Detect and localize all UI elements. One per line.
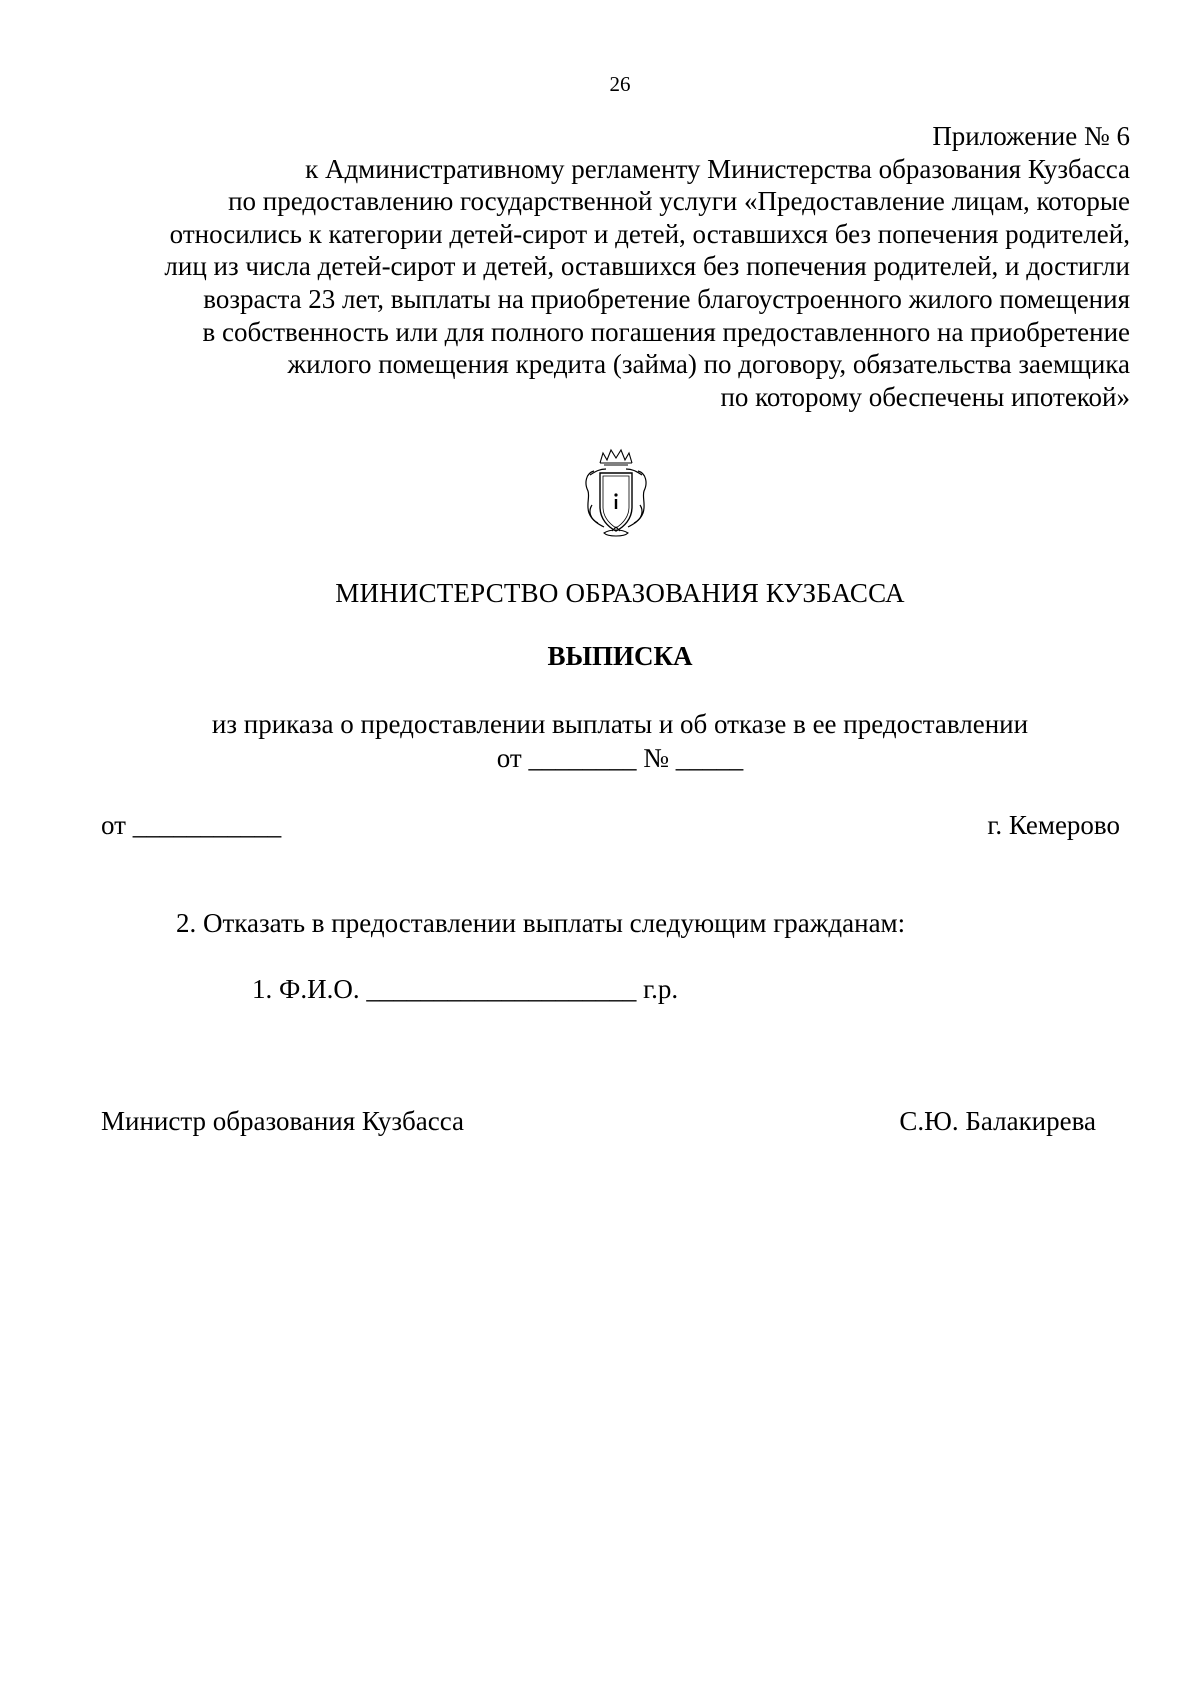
signer-name: С.Ю. Балакирева xyxy=(899,1106,1096,1136)
document-city: г. Кемерово xyxy=(987,810,1120,840)
appendix-block xyxy=(80,120,1130,413)
appendix-line: в собственность или для полного погашения предоставленного на приобретение xyxy=(202,316,1130,347)
order-date-number: от ________ № _____ xyxy=(496,743,744,773)
signer-position: Министр образования Кузбасса xyxy=(101,1106,465,1136)
document-date: от ___________ xyxy=(101,810,282,840)
appendix-line: Приложение № 6 xyxy=(932,121,1130,151)
appendix-line: по которому обеспечены ипотекой» xyxy=(720,381,1130,412)
page-number: 26 xyxy=(609,72,631,96)
appendix-line: возраста 23 лет, выплаты на приобретение благоустроенного жилого помещения xyxy=(203,283,1130,314)
coat-of-arms-icon xyxy=(578,445,654,545)
document-subtitle: из приказа о предоставлении выплаты и об отказе в ее предоставлении xyxy=(211,709,1029,739)
appendix-line: к Административному регламенту Министерства образования Кузбасса xyxy=(305,153,1130,184)
ministry-name: МИНИСТЕРСТВО ОБРАЗОВАНИЯ КУЗБАССА xyxy=(335,578,905,608)
refusal-clause: 2. Отказать в предоставлении выплаты следующим гражданам: xyxy=(176,908,906,938)
appendix-line: лиц из числа детей-сирот и детей, оставшихся без попечения родителей, и достигли xyxy=(164,251,1130,282)
document-title: ВЫПИСКА xyxy=(547,641,693,671)
appendix-line: относились к категории детей-сирот и детей, оставшихся без попечения родителей, xyxy=(169,218,1130,249)
appendix-line: жилого помещения кредита (займа) по договору, обязательства заемщика xyxy=(287,349,1130,380)
appendix-line: по предоставлению государственной услуги «Предоставление лицам, которые xyxy=(228,186,1130,217)
citizen-entry: 1. Ф.И.О. ____________________ г.р. xyxy=(252,974,679,1004)
